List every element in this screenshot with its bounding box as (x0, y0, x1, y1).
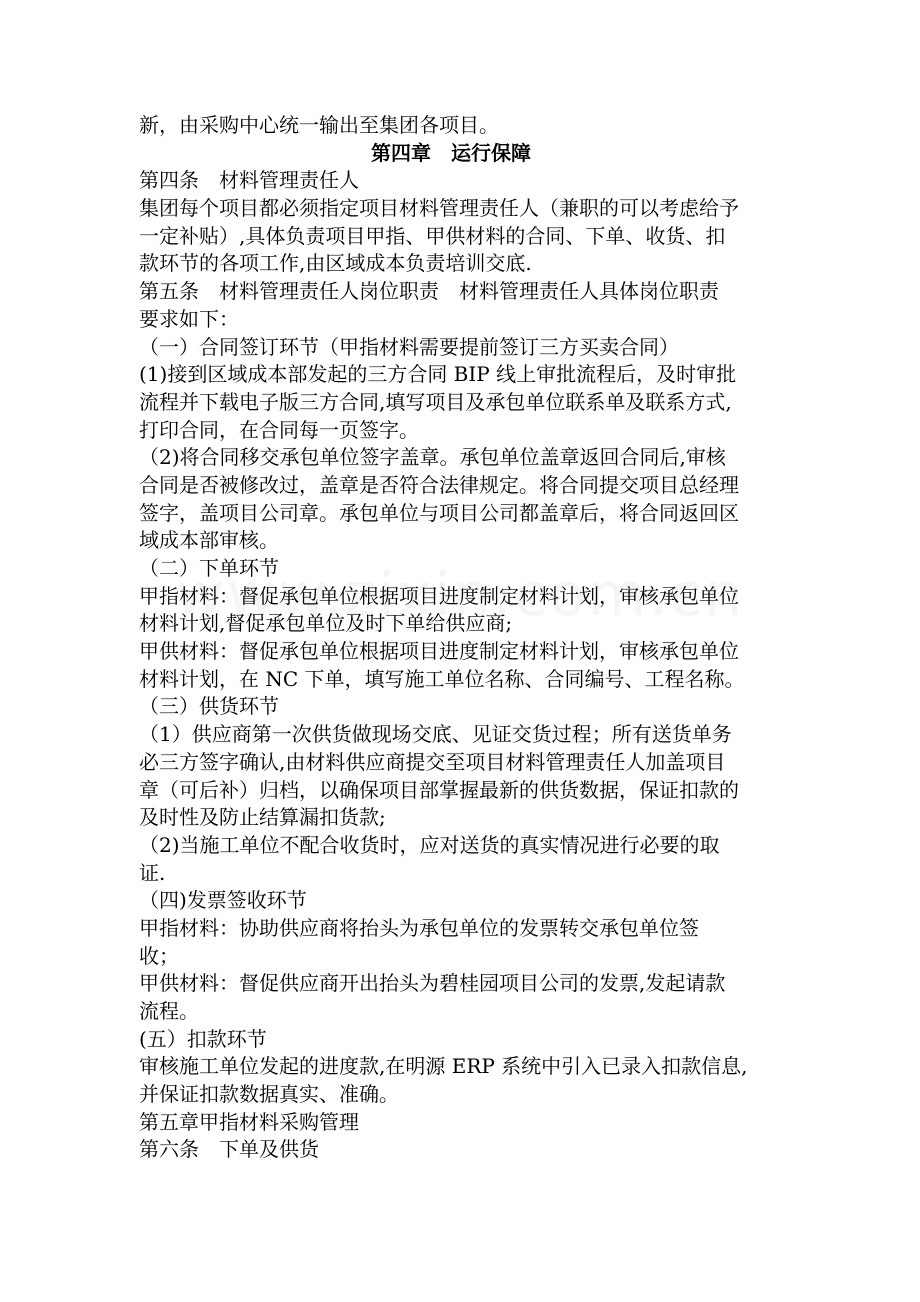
text-line: 章（可后补）归档，以确保项目部掌握最新的供货数据，保证扣款的 (139, 777, 739, 802)
text-line: （四)发票签收环节 (139, 888, 307, 913)
text-line: 甲供材料：督促承包单位根据项目进度制定材料计划，审核承包单位 (139, 639, 739, 664)
text-line: 材料计划，在 NC 下单，填写施工单位名称、合同编号、工程名称。 (139, 666, 745, 691)
chapter-heading: 第四章 运行保障 (371, 140, 531, 165)
text-line: 甲供材料：督促供应商开出抬头为碧桂园项目公司的发票,发起请款 (139, 971, 726, 996)
text-line: (五）扣款环节 (139, 1026, 267, 1051)
text-line: 第五条 材料管理责任人岗位职责 材料管理责任人具体岗位职责 (139, 279, 719, 304)
text-line: （1）供应商第一次供货做现场交底、见证交货过程；所有送货单务 (139, 722, 732, 747)
text-line: 收； (139, 943, 179, 968)
text-line: 合同是否被修改过，盖章是否符合法律规定。将合同提交项目总经理 (139, 472, 739, 497)
text-line: 要求如下： (139, 306, 239, 331)
text-line: （2)当施工单位不配合收货时，应对送货的真实情况进行必要的取 (139, 832, 720, 857)
text-line: 集团每个项目都必须指定项目材料管理责任人（兼职的可以考虑给予 (139, 196, 739, 221)
text-line: 打印合同，在合同每一页签字。 (139, 417, 419, 442)
text-line: 证. (139, 860, 166, 885)
text-line: 一定补贴）,具体负责项目甲指、甲供材料的合同、下单、收货、扣 (139, 223, 726, 248)
text-line: 第五章甲指材料采购管理 (139, 1109, 359, 1134)
text-line: 第四条 材料管理责任人 (139, 168, 359, 193)
text-line: （二）下单环节 (139, 556, 279, 580)
text-line: （2)将合同移交承包单位签字盖章。承包单位盖章返回合同后,审核 (139, 445, 726, 470)
text-line: 及时性及防止结算漏扣货款; (139, 805, 386, 830)
text-line: 新，由采购中心统一输出至集团各项目。 (139, 113, 499, 137)
text-line: 域成本部审核。 (139, 528, 279, 553)
text-line: 流程。 (139, 999, 199, 1023)
text-line: 必三方签字确认,由材料供应商提交至项目材料管理责任人加盖项目 (139, 749, 726, 774)
text-line: 签字，盖项目公司章。承包单位与项目公司都盖章后，将合同返回区 (139, 500, 739, 525)
text-line: （一）合同签订环节（甲指材料需要提前签订三方买卖合同） (139, 334, 679, 359)
text-line: 并保证扣款数据真实、准确。 (139, 1082, 399, 1107)
text-line: (1)接到区域成本部发起的三方合同 BIP 线上审批流程后，及时审批 (139, 362, 737, 387)
text-line: 材料计划,督促承包单位及时下单给供应商; (139, 611, 513, 636)
document-body (139, 112, 789, 1164)
text-line: 流程并下载电子版三方合同,填写项目及承包单位联系单及联系方式, (139, 389, 732, 414)
text-line: 审核施工单位发起的进度款,在明源 ERP 系统中引入已录入扣款信息, (139, 1054, 748, 1079)
text-line: 第六条 下单及供货 (139, 1137, 319, 1162)
text-line: 甲指材料：协助供应商将抬头为承包单位的发票转交承包单位签 (139, 915, 699, 940)
text-line: 甲指材料：督促承包单位根据项目进度制定材料计划，审核承包单位 (139, 583, 739, 608)
text-line: 款环节的各项工作,由区域成本负责培训交底. (139, 251, 532, 276)
text-line: （三）供货环节 (139, 694, 279, 719)
